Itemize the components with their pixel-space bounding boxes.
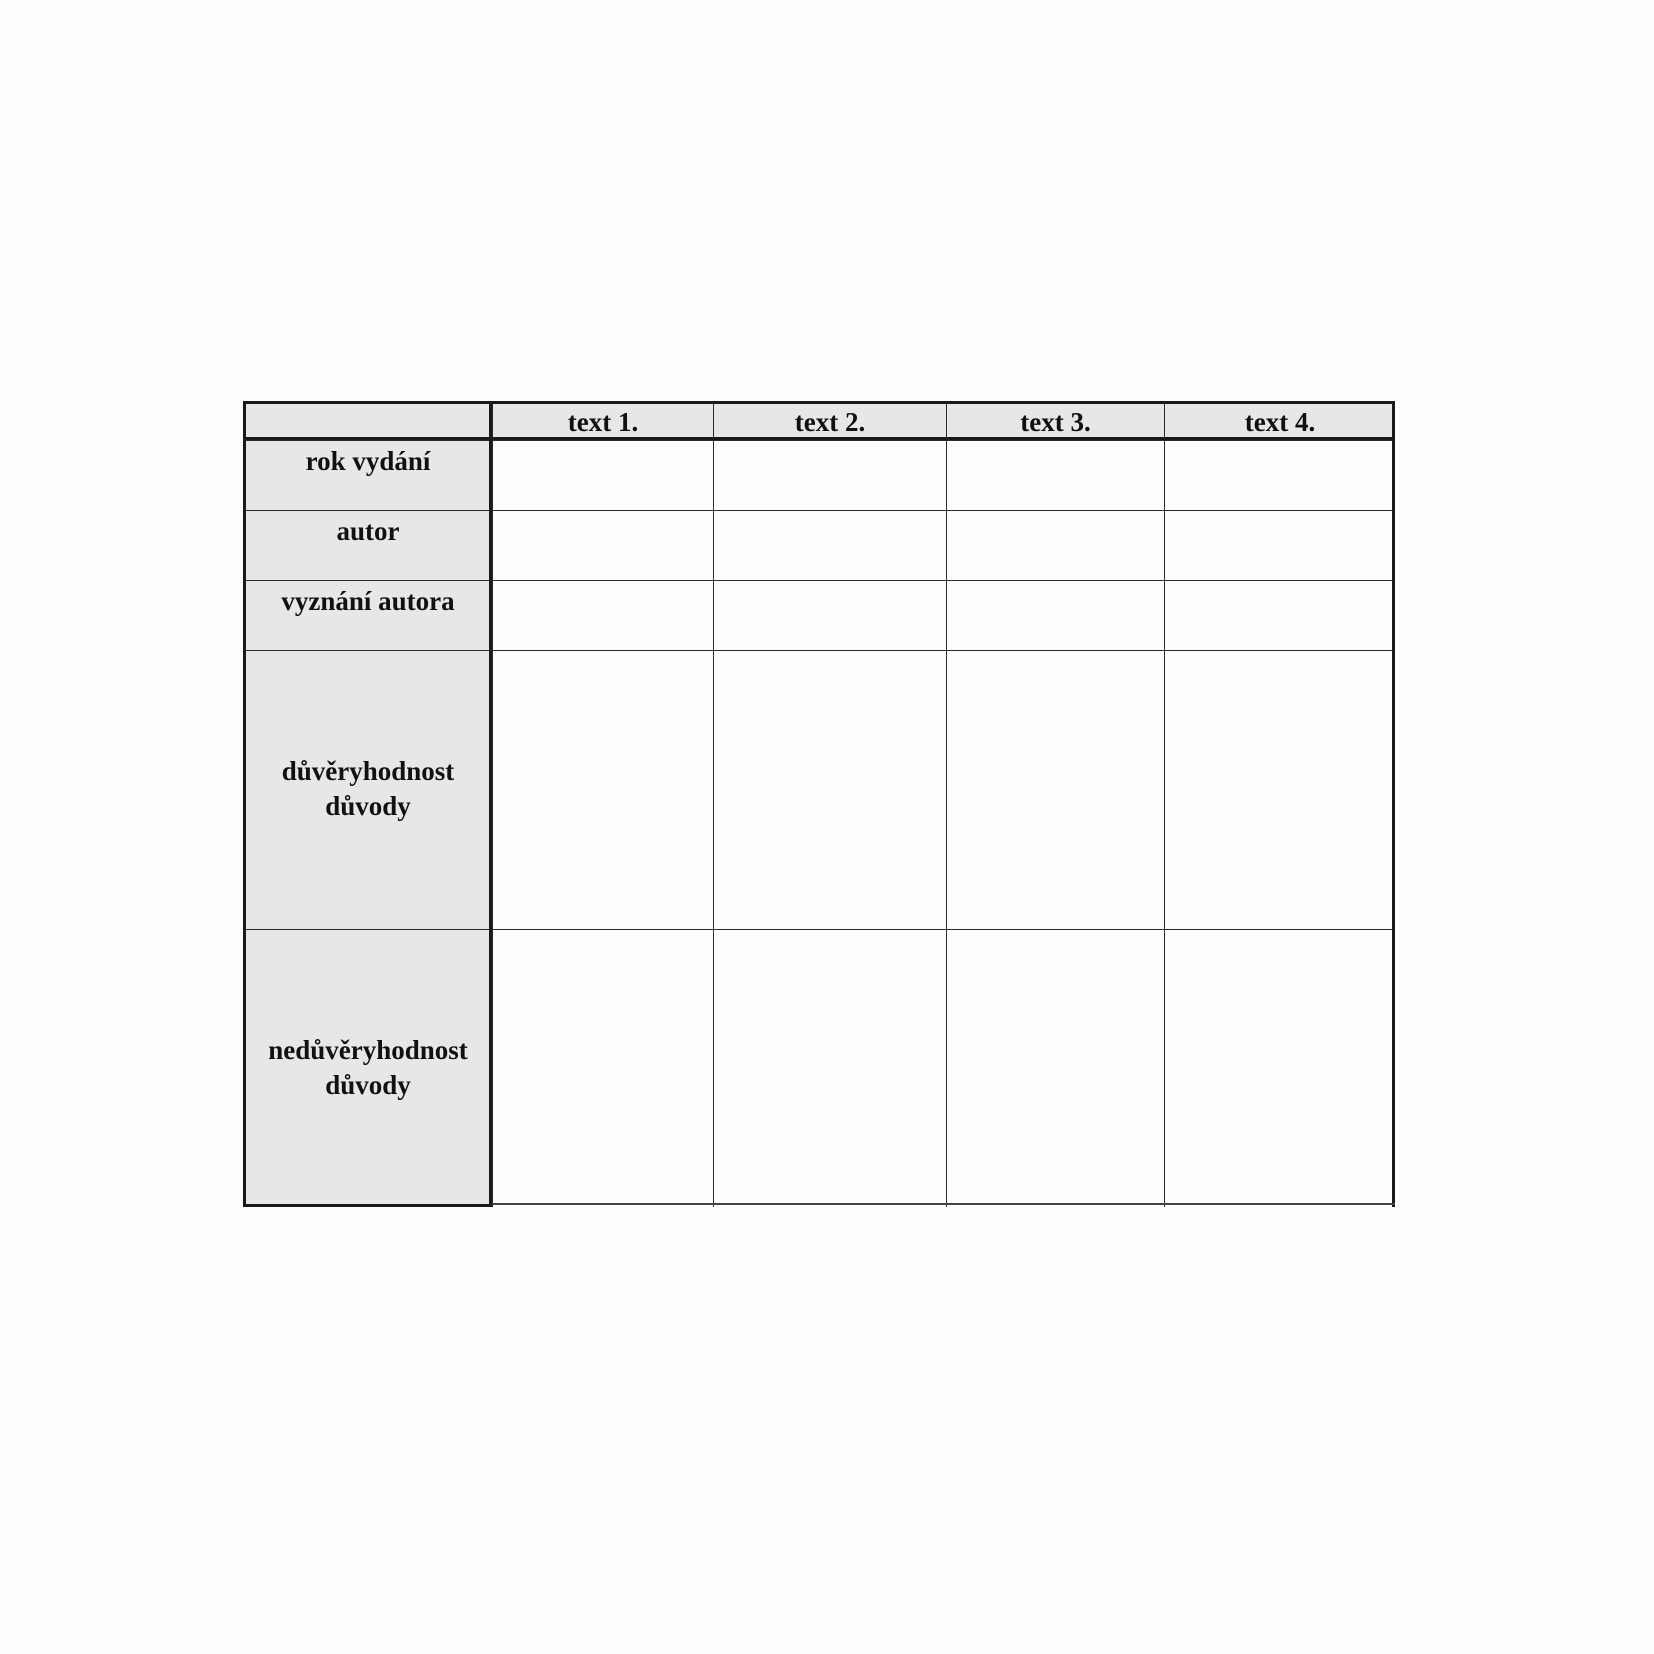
row-label-2 [243, 510, 492, 580]
answer-cell-r3-c2[interactable] [713, 580, 946, 650]
answer-cell-r1-c1[interactable] [492, 440, 713, 510]
column-header-text-4-text: text 4. [1244, 407, 1316, 437]
row-label-3 [243, 580, 492, 650]
row-label-2-text: autor [336, 516, 400, 546]
comparison-table [243, 401, 1395, 1207]
answer-cell-r3-c4[interactable] [1164, 580, 1395, 650]
answer-cell-r4-c3[interactable] [946, 650, 1164, 929]
column-header-text-2-text: text 2. [794, 407, 866, 437]
answer-cell-r2-c4[interactable] [1164, 510, 1395, 580]
answer-cell-r3-c1[interactable] [492, 580, 713, 650]
answer-cell-r2-c2[interactable] [713, 510, 946, 580]
column-header-text-1-text: text 1. [567, 407, 639, 437]
answer-cell-r1-c2[interactable] [713, 440, 946, 510]
table-bottom-border [492, 1203, 1395, 1205]
column-header-text-3 [946, 401, 1164, 440]
answer-cell-r4-c1[interactable] [492, 650, 713, 929]
row-label-3-text: vyznání autora [281, 586, 455, 616]
table-right-border [1392, 401, 1395, 1207]
credibility-worksheet [243, 401, 1395, 1207]
answer-cell-r4-c4[interactable] [1164, 650, 1395, 929]
row-label-4-text: důvěryhodnost důvody [281, 756, 455, 821]
answer-cell-r5-c2[interactable] [713, 929, 946, 1207]
column-header-text-1 [492, 401, 713, 440]
row-label-5-text: nedůvěryhodnost důvody [268, 1035, 468, 1100]
row-label-4 [243, 650, 492, 929]
corner-cell [243, 401, 492, 440]
column-header-text-4 [1164, 401, 1395, 440]
answer-cell-r3-c3[interactable] [946, 580, 1164, 650]
column-header-text-3-text: text 3. [1020, 407, 1091, 437]
answer-cell-r5-c3[interactable] [946, 929, 1164, 1207]
answer-cell-r2-c3[interactable] [946, 510, 1164, 580]
answer-cell-r4-c2[interactable] [713, 650, 946, 929]
answer-cell-r1-c4[interactable] [1164, 440, 1395, 510]
column-header-text-2 [713, 401, 946, 440]
answer-cell-r2-c1[interactable] [492, 510, 713, 580]
row-label-5 [243, 929, 492, 1207]
answer-cell-r5-c4[interactable] [1164, 929, 1395, 1207]
answer-cell-r5-c1[interactable] [492, 929, 713, 1207]
row-label-1 [243, 440, 492, 510]
row-label-1-text: rok vydání [305, 446, 431, 476]
answer-cell-r1-c3[interactable] [946, 440, 1164, 510]
